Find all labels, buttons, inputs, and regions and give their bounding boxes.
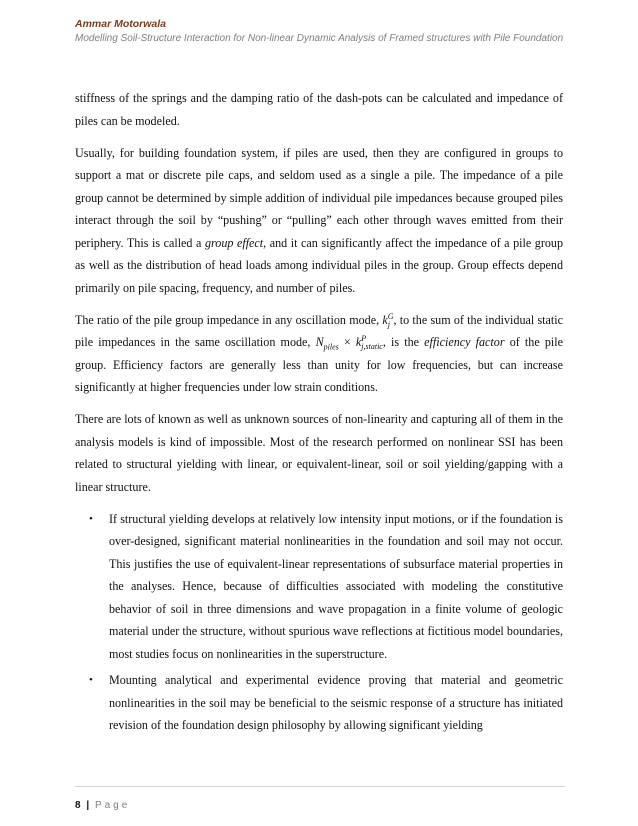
- header-author: Ammar Motorwala: [75, 18, 167, 30]
- paragraph-2-text-a: Usually, for building foundation system, if piles are used, then they are configured in groups to support a mat or discrete pile caps, and seldom used as a single a pile. The impedance of a pile group cannot be determined by simple addition of individual pile impedances because grouped piles interact through the soil by “pushing” or “pulling” each other through waves emitted from their periphery. This is called a: [75, 145, 563, 250]
- bullet-text: Mounting analytical and experimental evidence proving that material and geometric nonlinearities in the soil may be beneficial to the seismic response of a structure has initiated revision of the foundation design philosophy by allowing significant yielding: [109, 673, 563, 732]
- page-number: 8: [75, 800, 81, 811]
- times-operator: ×: [338, 335, 356, 349]
- page-header: [75, 18, 575, 46]
- footer-divider: [75, 786, 565, 787]
- footer-separator: |: [86, 800, 90, 811]
- paragraph-3-text-a: The ratio of the pile group impedance in any oscillation mode,: [75, 312, 383, 327]
- list-item: [89, 669, 563, 737]
- paragraph-2-text-b: , and it can significantly affect the impedance of a pile group as well as the distribution of head loads among individual piles in the group. Group effects depend primarily on pile spacing, frequency, and number of piles.: [75, 235, 564, 295]
- paragraph-3: [75, 309, 563, 399]
- group-effect-term: group effect: [204, 235, 264, 250]
- bullet-list: [75, 508, 563, 737]
- header-title: Modelling Soil-Structure Interaction for Non-linear Dynamic Analysis of Framed structures with Pile Foundation: [75, 33, 564, 44]
- paragraph-4: There are lots of known as well as unknown sources of non-linearity and capturing all of them in the analysis models is kind of impossible. Most of the research performed on nonlinear SSI has been related to structural yielding with linear, or equivalent-linear, soil or soil yielding/gapping with a linear structure.: [75, 412, 563, 494]
- paragraph-1: stiffness of the springs and the damping ratio of the dash-pots can be calculated and impedance of piles can be modeled.: [75, 91, 563, 128]
- static-impedance-symbol: k P j,static: [355, 334, 383, 351]
- bullet-icon: •: [89, 674, 93, 686]
- paragraph-2: [75, 142, 563, 300]
- bullet-text: If structural yielding develops at relatively low intensity input motions, or if the foundation is over-designed, significant material nonlinearities in the foundation and soil may not occur. This justifies the use of equivalent-linear representations of subsurface material properties in the analyses. Hence, because of difficulties associated with modeling the constitutive behavior of soil in three dimensions and wave propagation in a finite volume of geologic material under the structure, without spurious wave reflections at fictitious model boundaries, most studies focus on nonlinearities in the superstructure.: [109, 511, 563, 661]
- group-impedance-symbol: k G j: [382, 311, 394, 329]
- page-label: Page: [94, 800, 131, 811]
- page-body: [75, 87, 563, 741]
- paragraph-3-text-b: , to the sum of the individual static pile impedances in the same oscillation mode,: [75, 312, 563, 349]
- paragraph-3-text-d: of the pile group. Efficiency factors are generally less than unity for low frequencies, but can increase significantly at higher frequencies under low strain conditions.: [75, 335, 563, 394]
- list-item: [89, 508, 563, 666]
- paragraph-3-text-c: , is the: [382, 335, 425, 349]
- efficiency-factor-term: efficiency factor: [424, 335, 505, 349]
- page-footer: [75, 800, 130, 811]
- bullet-icon: •: [89, 512, 93, 525]
- pile-count-symbol: $N_{piles}$: [315, 335, 339, 352]
